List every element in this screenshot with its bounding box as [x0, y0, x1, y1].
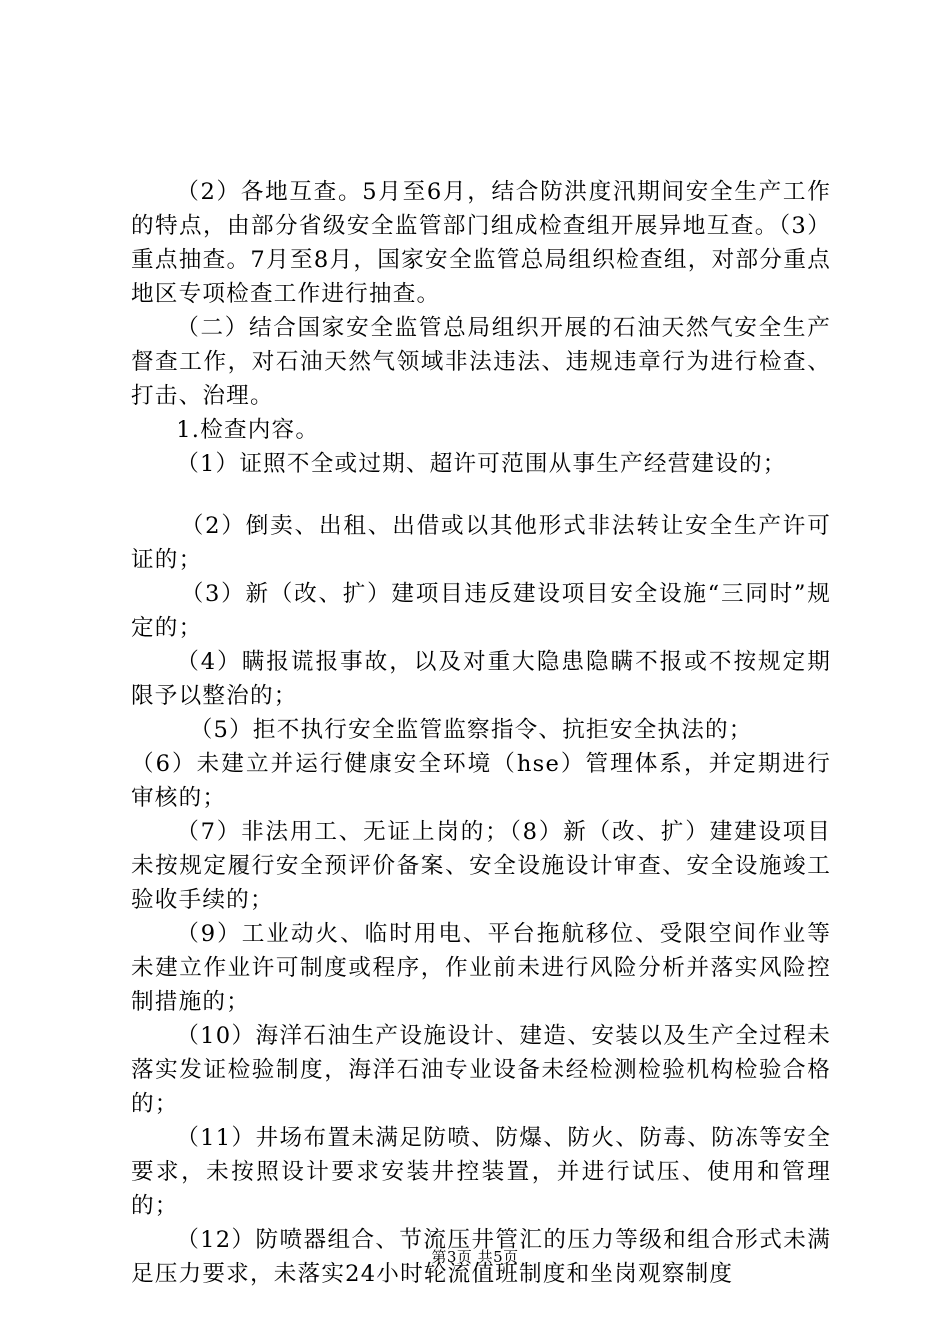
paragraph-item-1: （1）证照不全或过期、超许可范围从事生产经营建设的；: [176, 451, 787, 477]
paragraph-item-7-8: （7）非法用工、无证上岗的；（8）新（改、扩）建建设项目未按规定履行安全预评价备案、安全设施设计审查、安全设施竣工验收手续的；: [131, 819, 831, 913]
paragraph-item-12: （12）防喷器组合、节流压井管汇的压力等级和组合形式未满足压力要求，未落实24小时轮流值班制度和坐岗观察制度: [131, 1227, 831, 1287]
paragraph-item-5: （5）拒不执行安全监管监察指令、抗拒安全执法的；: [189, 717, 753, 743]
paragraph-item-6: （6）未建立并运行健康安全环境（hse）管理体系，并定期进行审核的；: [131, 751, 831, 811]
page-number-label: 第3页 共5页: [431, 1248, 519, 1266]
document-body: [131, 175, 831, 1291]
paragraph-item-2: （2）倒卖、出租、出借或以其他形式非法转让安全生产许可证的；: [131, 513, 831, 573]
paragraph-item-4: （4）瞒报谎报事故，以及对重大隐患隐瞒不报或不按规定期限予以整治的；: [131, 649, 831, 709]
paragraph-mutual-inspection: （2）各地互查。5月至6月，结合防洪度汛期间安全生产工作的特点，由部分省级安全监管部门组成检查组开展异地互查。（3）重点抽查。7月至8月，国家安全监管总局组织检查组，对部分重点地区专项检查工作进行抽查。: [131, 179, 831, 307]
paragraph-item-3: （3）新（改、扩）建项目违反建设项目安全设施“三同时”规定的；: [131, 581, 831, 641]
paragraph-oil-gas-supervision: （二）结合国家安全监管总局组织开展的石油天然气安全生产督查工作，对石油天然气领域非法违法、违规违章行为进行检查、打击、治理。: [131, 315, 831, 409]
page-footer: [0, 1247, 950, 1267]
paragraph-item-10: （10）海洋石油生产设施设计、建造、安装以及生产全过程未落实发证检验制度，海洋石油专业设备未经检测检验机构检验合格的；: [131, 1023, 831, 1117]
paragraph-item-9: （9）工业动火、临时用电、平台拖航移位、受限空间作业等未建立作业许可制度或程序，作业前未进行风险分析并落实风险控制措施的；: [131, 921, 831, 1015]
paragraph-inspection-content-heading: 1.检查内容。: [176, 417, 320, 443]
paragraph-item-11: （11）井场布置未满足防喷、防爆、防火、防毒、防冻等安全要求，未按照设计要求安装井控装置，并进行试压、使用和管理的；: [131, 1125, 831, 1219]
